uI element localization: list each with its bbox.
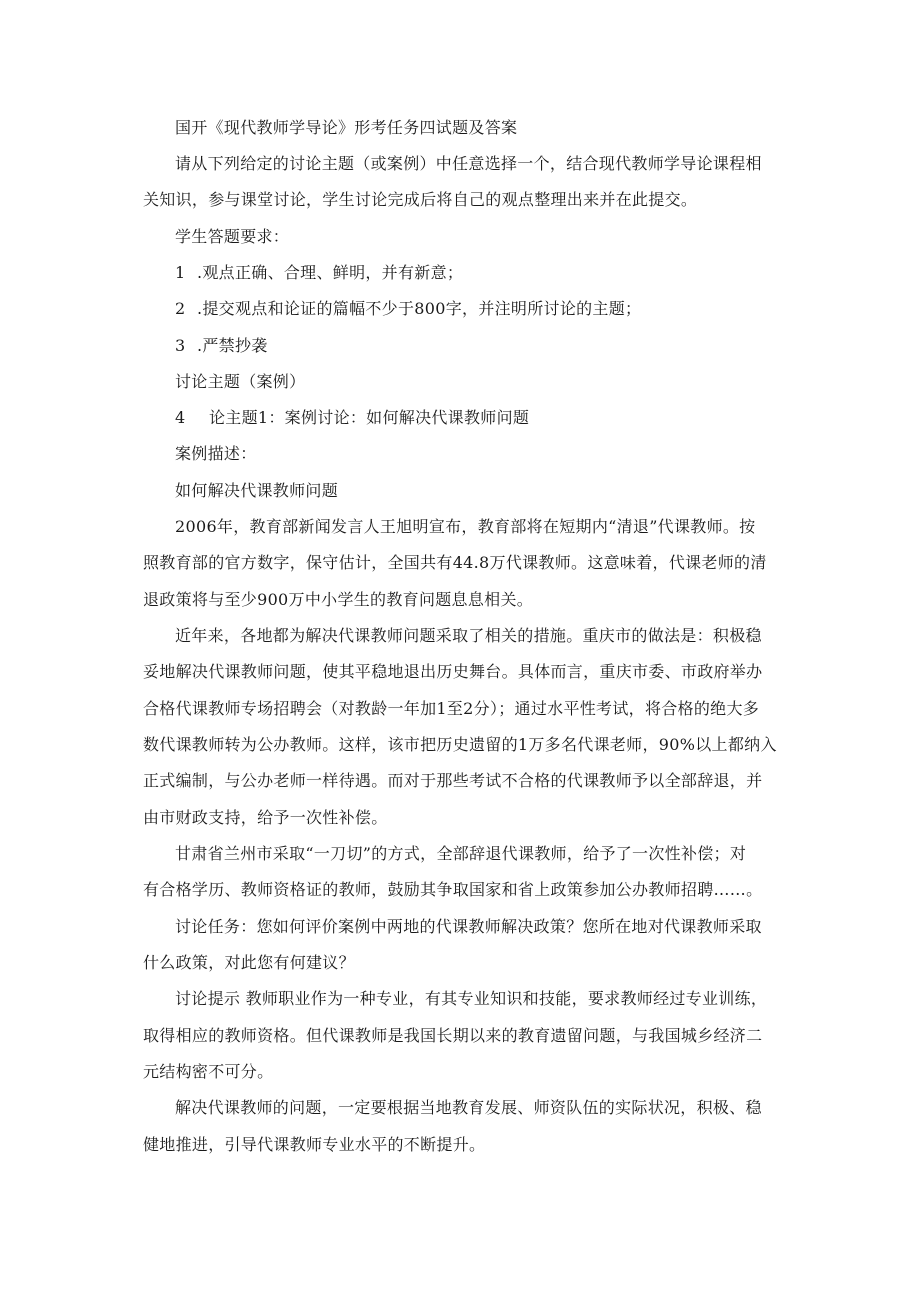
paragraph-line: 合格代课教师专场招聘会（对教龄一年加1至2分）；通过水平性考试，将合格的绝大多 bbox=[143, 699, 760, 718]
paragraph-line: 2006年，教育部新闻发言人王旭明宣布，教育部将在短期内“清退”代课教师。按 bbox=[175, 517, 756, 536]
paragraph-line: 妥地解决代课教师问题，使其平稳地退出历史舞台。具体而言，重庆市委、市政府举办 bbox=[143, 662, 763, 681]
topic-text: 论主题1：案例讨论：如何解决代课教师问题 bbox=[209, 408, 530, 427]
hint-line: 取得相应的教师资格。但代课教师是我国长期以来的教育遗留问题，与我国城乡经济二 bbox=[143, 1026, 763, 1045]
list-number: 2 bbox=[175, 299, 186, 318]
document-title: 国开《现代教师学导论》形考任务四试题及答案 bbox=[175, 118, 518, 137]
intro-line: 关知识，参与课堂讨论，学生讨论完成后将自己的观点整理出来并在此提交。 bbox=[143, 190, 698, 209]
paragraph-line: 健地推进，引导代课教师专业水平的不断提升。 bbox=[143, 1135, 486, 1154]
case-title: 如何解决代课教师问题 bbox=[175, 481, 339, 500]
paragraph-line: 由市财政支持，给予一次性补偿。 bbox=[143, 808, 388, 827]
list-number: 3 bbox=[175, 336, 186, 355]
requirement-text: .严禁抄袭 bbox=[197, 336, 268, 355]
paragraph-line: 数代课教师转为公办教师。这样，该市把历史遗留的1万多名代课老师，90%以上都纳入 bbox=[143, 735, 777, 754]
paragraph-line: 照教育部的官方数字，保守估计，全国共有44.8万代课教师。这意味着，代课老师的清 bbox=[143, 553, 767, 572]
paragraph-line: 退政策将与至少900万中小学生的教育问题息息相关。 bbox=[143, 590, 534, 609]
paragraph-line: 甘肃省兰州市采取“一刀切”的方式，全部辞退代课教师，给予了一次性补偿；对 bbox=[175, 844, 747, 863]
paragraph-line: 近年来，各地都为解决代课教师问题采取了相关的措施。重庆市的做法是：积极稳 bbox=[175, 626, 762, 645]
hint-line: 讨论提示 教师职业作为一种专业，有其专业知识和技能，要求教师经过专业训练， bbox=[175, 989, 768, 1008]
requirement-item bbox=[175, 263, 463, 283]
hint-line: 元结构密不可分。 bbox=[143, 1062, 274, 1081]
paragraph-line: 正式编制，与公办老师一样待遇。而对于那些考试不合格的代课教师予以全部辞退，并 bbox=[143, 771, 763, 790]
requirements-heading: 学生答题要求： bbox=[175, 227, 290, 246]
intro-line: 请从下列给定的讨论主题（或案例）中任意选择一个，结合现代教师学导论课程相 bbox=[175, 154, 762, 173]
paragraph-line: 有合格学历、教师资格证的教师，鼓励其争取国家和省上政策参加公办教师招聘……。 bbox=[143, 880, 763, 899]
list-number: 1 bbox=[175, 263, 186, 282]
requirement-text: .提交观点和论证的篇幅不少于800字，并注明所讨论的主题； bbox=[197, 299, 642, 318]
case-heading: 案例描述： bbox=[175, 444, 257, 463]
task-line: 讨论任务：您如何评价案例中两地的代课教师解决政策？您所在地对代课教师采取 bbox=[175, 917, 762, 936]
requirement-item bbox=[175, 299, 641, 319]
topic-item bbox=[175, 408, 529, 428]
requirement-item bbox=[175, 336, 268, 356]
paragraph-line: 解决代课教师的问题，一定要根据当地教育发展、师资队伍的实际状况，积极、稳 bbox=[175, 1098, 762, 1117]
list-number: 4 bbox=[175, 408, 186, 427]
topic-heading: 讨论主题（案例） bbox=[175, 372, 306, 391]
task-line: 什么政策，对此您有何建议？ bbox=[143, 953, 355, 972]
requirement-text: .观点正确、合理、鲜明，并有新意； bbox=[197, 263, 464, 282]
